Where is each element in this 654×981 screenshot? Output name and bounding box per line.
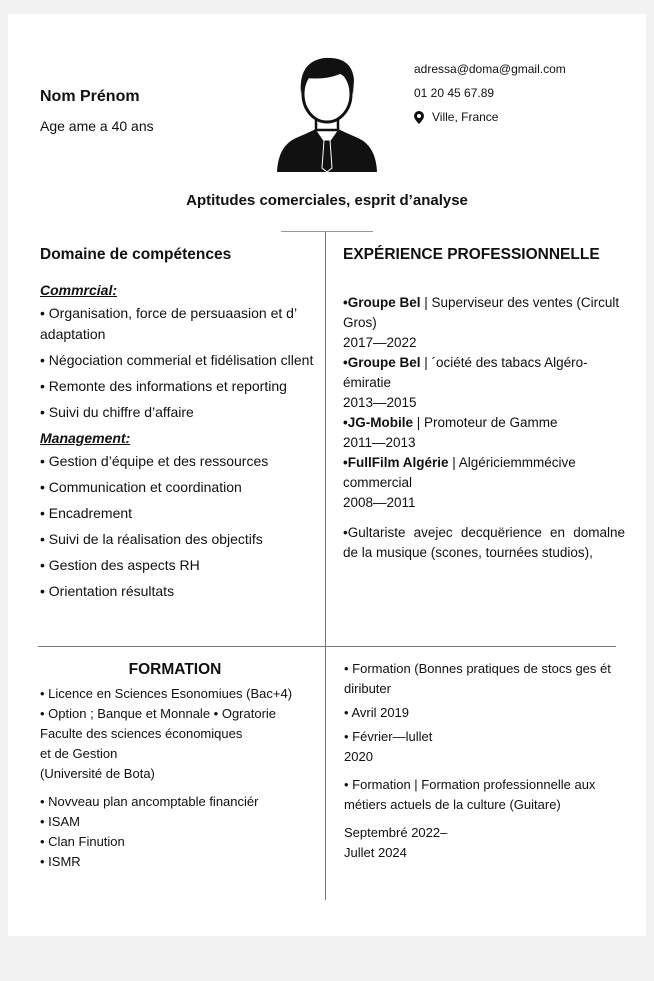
job-company: •Groupe Bel (343, 355, 421, 370)
skill-item: • Organisation, force de persuaasion et d’ adaptation (40, 305, 297, 342)
job-entry (343, 293, 625, 333)
skill-item: • Négociation commerial et fidélisation cllent (40, 352, 314, 368)
formation-item: • Formation (Bonnes pratiques de stocs ges ét diributer (344, 661, 611, 696)
person-avatar-icon (274, 50, 380, 172)
job-dates: 2008—2011 (343, 495, 416, 510)
skills-heading: Domaine de compétences (40, 246, 232, 263)
location-pin-icon (414, 111, 424, 124)
formation-left (40, 684, 315, 872)
hobby-text: •Gultariste avejec decquërience en domalne de la musique (scones, tournées studios), (343, 525, 625, 560)
formation-item: Jullet 2024 (344, 845, 407, 860)
skill-item: • Suivi du chiffre d’affaire (40, 404, 194, 420)
formation-item: (Université de Bota) (40, 766, 155, 781)
formation-right (344, 659, 624, 863)
job-role: | ´ociété des tabacs Algéro-émiratie (343, 355, 588, 390)
skill-item: • Orientation résultats (40, 583, 175, 599)
skill-item: • Remonte des informations et reporting (40, 378, 287, 394)
candidate-name: Nom Prénom (40, 88, 140, 105)
tagline: Aptitudes comerciales, esprit d’analyse (186, 192, 468, 209)
job-company: •FullFilm Algérie (343, 455, 449, 470)
job-entry (343, 413, 625, 433)
job-dates: 2011—2013 (343, 435, 416, 450)
formation-item: Septembré 2022– (344, 825, 448, 840)
column-divider (325, 232, 326, 900)
job-entry (343, 353, 625, 393)
location-text: Ville, France (432, 110, 499, 124)
phone-text: 01 20 45 67.89 (414, 86, 495, 100)
job-role: | Superviseur des ventes (Circult Gros) (343, 295, 620, 330)
formation-heading: FORMATION (128, 661, 222, 678)
job-company: •Groupe Bel (343, 295, 421, 310)
job-dates: 2013—2015 (343, 395, 417, 410)
location-row (414, 110, 498, 124)
job-role: | Algériciemmmécive commercial (343, 455, 576, 490)
formation-item: • ISMR (40, 854, 81, 869)
commercial-subheading: Commrcial: (40, 282, 118, 298)
formation-item: • Option ; Banque et Monnale • Ogratorie (40, 706, 277, 721)
candidate-age: Age ame a 40 ans (40, 118, 154, 134)
formation-item: • Novveau plan ancomptable financiér (40, 794, 259, 809)
experience-section (343, 293, 625, 563)
formation-item: • Février—lullet (344, 729, 433, 744)
formation-item: Faculte des sciences économiques (40, 726, 243, 741)
skill-item: • Communication et coordination (40, 479, 242, 495)
skill-item: • Gestion des aspects RH (40, 557, 200, 573)
formation-item: 2020 (344, 749, 373, 764)
formation-item: et de Gestion (40, 746, 118, 761)
skill-item: • Encadrement (40, 505, 133, 521)
formation-item: • Avril 2019 (344, 705, 410, 720)
experience-heading: EXPÉRIENCE PROFESSIONNELLE (343, 246, 600, 263)
skills-section (40, 280, 320, 607)
skill-item: • Gestion d’équipe et des ressources (40, 453, 269, 469)
management-subheading: Management: (40, 430, 131, 446)
job-role: | Promoteur de Gamme (412, 415, 558, 430)
job-dates: 2017—2022 (343, 335, 417, 350)
section-divider (38, 646, 616, 647)
email-text: adressa@doma@gmail.com (414, 62, 566, 76)
skill-item: • Suivi de la réalisation des objectifs (40, 531, 263, 547)
cv-page (8, 14, 646, 936)
formation-item: • Licence en Sciences Esonomiues (Bac+4) (40, 686, 293, 701)
formation-item: • Formation | Formation professionnelle aux métiers actuels de la culture (Guitare) (344, 777, 596, 812)
formation-item: • Clan Finution (40, 834, 125, 849)
job-entry (343, 453, 625, 493)
formation-item: • ISAM (40, 814, 80, 829)
tagline-divider (281, 231, 373, 232)
job-company: •JG-Mobile (343, 415, 413, 430)
